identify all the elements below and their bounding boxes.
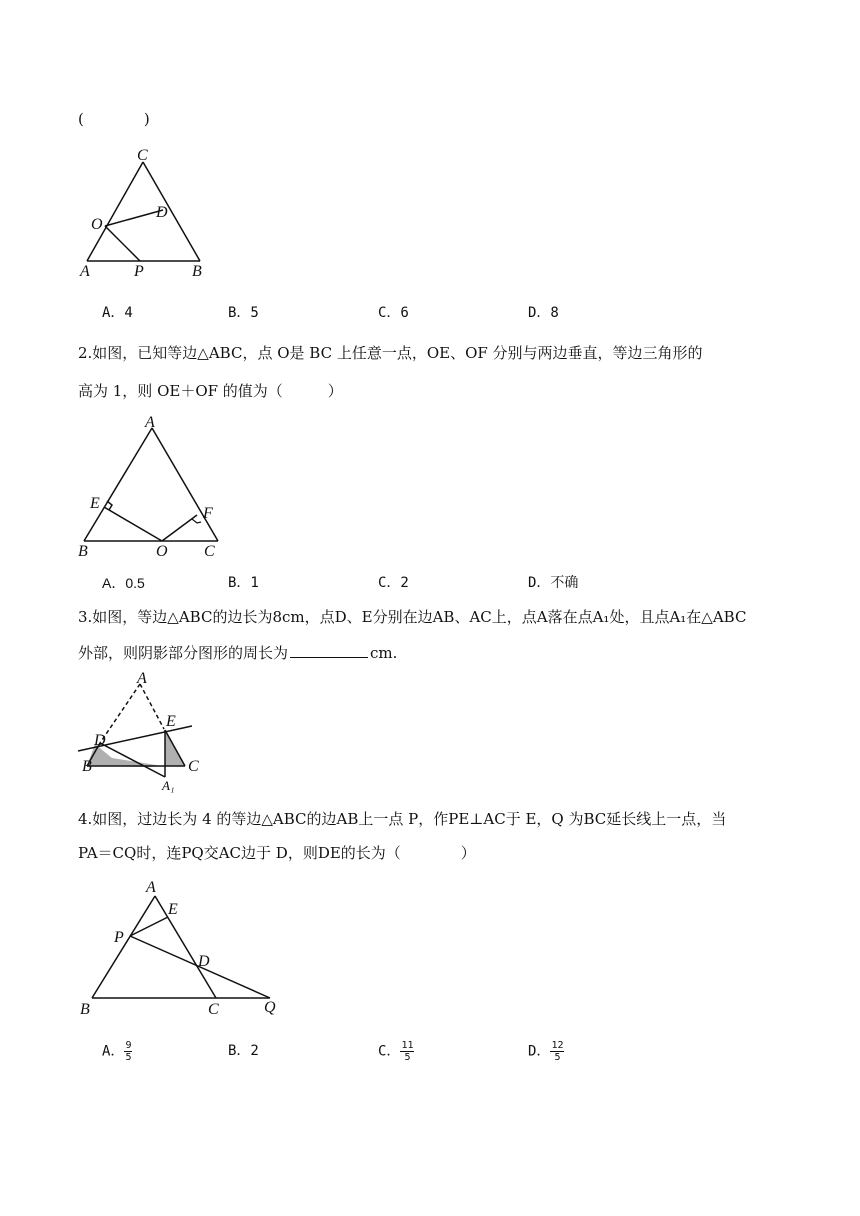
q2-label-o: O <box>156 543 168 560</box>
q4-label-b: B <box>80 1001 90 1018</box>
q4-edge-ab <box>92 896 155 998</box>
q2-label-f: F <box>203 505 213 522</box>
q3-answer-blank[interactable] <box>290 643 368 658</box>
q4-option-c-prefix: C． <box>378 1043 401 1060</box>
q4-option-c-fraction <box>400 1040 414 1063</box>
q1-segment-op <box>105 226 140 261</box>
q2-segment-of <box>162 515 197 541</box>
q3-folded-triangle-figure <box>70 668 210 798</box>
q4-option-a-den: 5 <box>125 1052 132 1063</box>
q1-option-c[interactable]: C．6 <box>378 305 409 321</box>
q4-option-c-num: 11 <box>401 1040 414 1051</box>
q1-label-p: P <box>134 263 144 280</box>
q2-option-c[interactable]: C．2 <box>378 575 409 591</box>
q2-label-c: C <box>204 543 215 560</box>
q4-label-e: E <box>168 901 178 918</box>
q4-option-a[interactable] <box>102 1040 132 1063</box>
q2-stem-line1: 2.如图，已知等边△ABC，点 O是 BC 上任意一点，OE、OF 分别与两边垂直，等边三角形的 <box>78 344 703 362</box>
q4-label-p: P <box>114 929 124 946</box>
q1-option-d[interactable]: D．8 <box>528 305 559 321</box>
q2-stem-line2: 高为 1，则 OE＋OF 的值为（ ） <box>78 382 343 400</box>
q4-option-c-den: 5 <box>404 1052 411 1063</box>
q3-label-d: D <box>94 732 106 749</box>
q3-label-a: A <box>137 670 147 687</box>
q4-label-q: Q <box>264 999 276 1016</box>
q2-option-b[interactable]: B．1 <box>228 575 259 591</box>
q3-stem-line2 <box>78 642 397 664</box>
q4-stem-line1: 4.如图，过边长为 4 的等边△ABC的边AB上一点 P，作PE⊥AC于 E，Q 为BC延长线上一点，当 <box>78 810 727 828</box>
q2-label-b: B <box>78 543 88 560</box>
q1-answer-paren: ( ) <box>78 110 150 128</box>
q3-label-a1: A₁ <box>162 778 175 793</box>
q4-triangle-figure <box>70 872 290 1022</box>
q2-label-a: A <box>145 414 155 431</box>
q3-dashed-ae <box>140 684 164 729</box>
q1-label-b: B <box>192 263 202 280</box>
q3-label-e: E <box>166 713 176 730</box>
q4-option-a-num: 9 <box>125 1040 132 1051</box>
q2-option-a[interactable]: A．0.5 <box>102 575 145 591</box>
q4-option-d-prefix: D． <box>528 1043 551 1060</box>
q4-option-d-fraction <box>550 1040 564 1063</box>
q4-option-c[interactable] <box>378 1040 414 1063</box>
q4-label-a: A <box>146 879 156 896</box>
q1-label-d: D <box>156 204 168 221</box>
q4-edge-ac <box>155 896 216 998</box>
q1-option-b[interactable]: B．5 <box>228 305 259 321</box>
q4-option-b[interactable] <box>228 1040 259 1062</box>
q4-stem-line2: PA＝CQ时，连PQ交AC边于 D，则DE的长为（ ） <box>78 844 476 862</box>
q2-segment-oe <box>104 507 162 541</box>
q1-label-o: O <box>91 216 103 233</box>
q2-option-d[interactable]: D．不确 <box>528 575 579 591</box>
q4-label-d: D <box>198 953 210 970</box>
q1-triangle-figure <box>70 140 230 280</box>
q2-label-e: E <box>90 495 100 512</box>
q2-edge-ab <box>84 428 152 541</box>
q2-right-angle-f <box>192 519 201 523</box>
q1-label-c: C <box>137 147 148 164</box>
q1-label-a: A <box>80 263 90 280</box>
q1-edge-ca <box>87 162 143 261</box>
q4-option-b-prefix: B．2 <box>228 1043 259 1059</box>
q4-option-a-fraction <box>124 1040 132 1063</box>
q3-label-c: C <box>188 758 199 775</box>
q3-dashed-ad <box>100 684 140 743</box>
q4-option-d-num: 12 <box>551 1040 564 1051</box>
q1-edge-cb <box>143 162 200 261</box>
q3-stem-line2-unit: cm. <box>370 644 398 662</box>
q4-option-a-prefix: A． <box>102 1043 125 1060</box>
q1-option-a[interactable]: A．4 <box>102 305 133 321</box>
q4-option-d[interactable] <box>528 1040 564 1063</box>
q4-option-d-den: 5 <box>554 1052 561 1063</box>
q4-label-c: C <box>208 1001 219 1018</box>
q2-triangle-figure <box>70 410 230 560</box>
q3-stem-line1: 3.如图，等边△ABC的边长为8cm，点D、E分别在边AB、AC上，点A落在点A₁处，且点A₁在△ABC <box>78 608 747 626</box>
q3-label-b: B <box>82 758 92 775</box>
q3-stem-line2-text: 外部，则阴影部分图形的周长为 <box>78 644 289 662</box>
